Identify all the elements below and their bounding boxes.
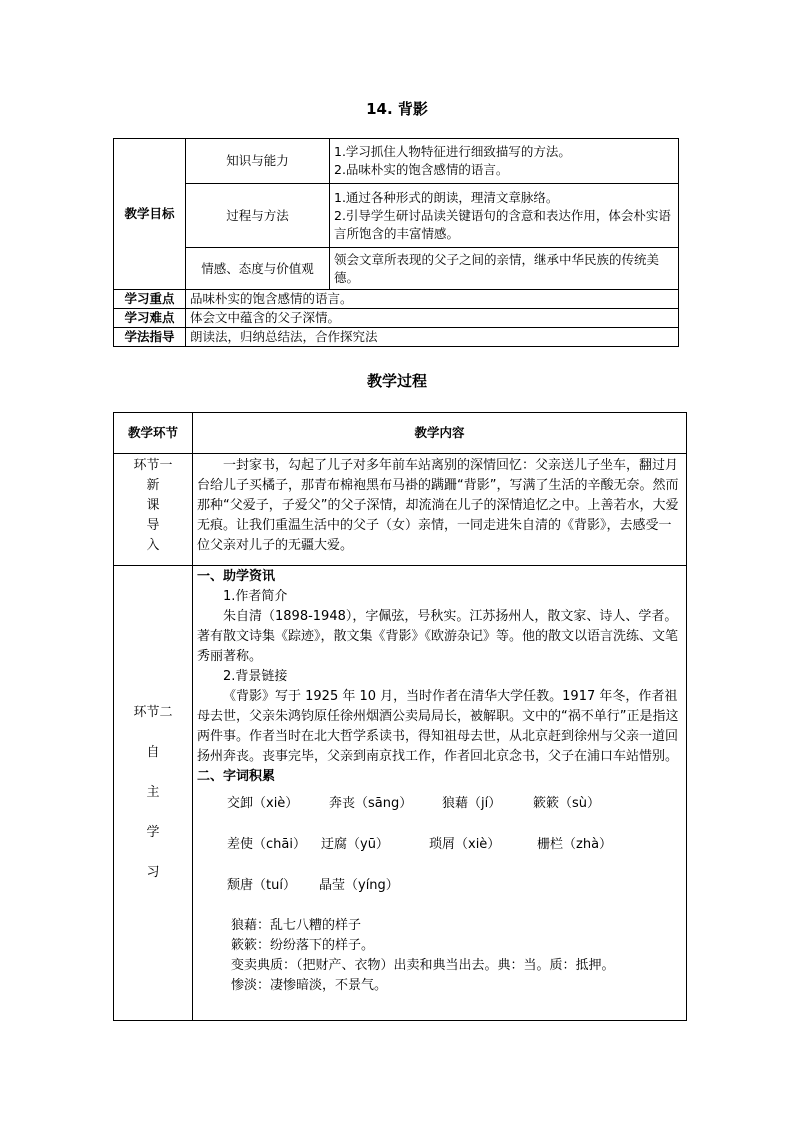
definition: 狼藉：乱七八糟的样子 — [231, 918, 362, 933]
vocab-word: 栅栏（zhà） — [537, 837, 613, 852]
stage-label-line: 习 — [146, 865, 160, 880]
vocab-word: 颓唐（tuí） — [227, 878, 296, 893]
goal-line: 2.品味朴实的饱含感情的语言。 — [334, 162, 509, 177]
goal-sub-process: 过程与方法 — [186, 184, 330, 248]
focus-label: 学习重点 — [114, 290, 186, 309]
heading-info: 一、助学资讯 — [197, 569, 276, 584]
stage-2-content — [193, 566, 687, 1021]
goal-line: 1.通过各种形式的朗读，理清文章脉络。 — [334, 189, 559, 205]
definition: 惨淡：凄惨暗淡，不景气。 — [231, 978, 388, 993]
vocab-word: 差使（chāi） — [227, 837, 306, 852]
stage-label-line: 自 — [146, 745, 160, 760]
goal-sub-emotion: 情感、态度与价值观 — [186, 248, 330, 290]
author-paragraph: 朱自清（1898-1948），字佩弦，号秋实。江苏扬州人，散文家、诗人、学者。著有散文诗集《踪迹》，散文集《背影》《欧游杂记》等。他的散文以语言洗练、文笔秀丽著称。 — [197, 609, 679, 664]
goals-table — [113, 138, 679, 347]
vocab-word: 迂腐（yū） — [321, 837, 389, 852]
difficulty-content: 体会文中蕴含的父子深情。 — [186, 309, 679, 328]
goal-line: 领会文章所表现的父子之间的亲情，继承中华民族的传统美德。 — [334, 251, 660, 285]
vocab-word: 奔丧（sāng） — [329, 796, 413, 811]
method-content: 朗读法，归纳总结法，合作探究法 — [186, 328, 679, 347]
definition: 簌簌：纷纷落下的样子。 — [231, 938, 375, 953]
subheading-author: 1.作者简介 — [223, 589, 288, 604]
goal-sub-knowledge: 知识与能力 — [186, 139, 330, 184]
stage-1-content — [193, 454, 687, 566]
section-title: 教学过程 — [366, 372, 427, 390]
vocab-word: 琐屑（xiè） — [429, 837, 501, 852]
col-header-stage: 教学环节 — [114, 413, 193, 454]
goals-label: 教学目标 — [114, 139, 186, 290]
vocab-definitions — [197, 916, 682, 996]
focus-content: 品味朴实的饱含感情的语言。 — [186, 290, 679, 309]
stage-label-line: 新 — [146, 478, 160, 493]
goal-line: 2.引导学生研讨品读关键语句的含意和表达作用，体会朴实语言所饱含的丰富情感。 — [334, 207, 671, 241]
stage-label-line: 入 — [146, 538, 160, 553]
stage-label-line: 学 — [146, 825, 160, 840]
process-table — [113, 412, 687, 1021]
vocab-word: 晶莹（yíng） — [319, 878, 399, 893]
background-paragraph: 《背影》写于 1925 年 10 月，当时作者在清华大学任教。1917 年冬，作者祖母去世，父亲朱鸿钧原任徐州烟酒公卖局局长，被解职。文中的“祸不单行”正是指这两件事。作者当时在北大哲学系读书，得知祖母去世，从北京赶到徐州与父亲一道回扬州奔丧。丧事完毕，父亲到南京找工作，作者回北京念书，父子在浦口车站惜别。 — [197, 689, 679, 764]
stage-2-label — [114, 566, 193, 1021]
subheading-background: 2.背景链接 — [223, 669, 288, 684]
stage-label-line: 主 — [146, 785, 160, 800]
stage-label-line: 环节二 — [133, 705, 173, 720]
heading-vocab: 二、字词积累 — [197, 769, 276, 784]
vocab-word: 簌簌（sù） — [533, 796, 601, 811]
goal-content-emotion — [330, 248, 679, 290]
vocab-words — [197, 793, 682, 916]
goal-content-process — [330, 184, 679, 248]
page-title: 14. 背影 — [366, 100, 428, 118]
stage-label-line: 课 — [146, 498, 160, 513]
stage-label-line: 环节一 — [133, 458, 173, 473]
stage-1-label — [114, 454, 193, 566]
stage-label-line: 导 — [146, 518, 160, 533]
intro-paragraph: 一封家书，勾起了儿子对多年前车站离别的深情回忆：父亲送儿子坐车，翻过月台给儿子买橘子，那青布棉袍黑布马褂的蹒跚“背影”，写满了生活的辛酸无奈。然而那种“父爱子，子爱父”的父子深情，却流淌在儿子的深情追忆之中。上善若水，大爱无痕。让我们重温生活中的父子（女）亲情，一同走进朱自清的《背影》，去感受一位父亲对儿子的无疆大爱。 — [197, 458, 679, 553]
difficulty-label: 学习难点 — [114, 309, 186, 328]
goal-content-knowledge — [330, 139, 679, 184]
definition: 变卖典质：（把财产、衣物）出卖和典当出去。典：当。质：抵押。 — [231, 958, 615, 973]
vocab-word: 交卸（xiè） — [227, 796, 299, 811]
vocab-word: 狼藉（jí） — [442, 796, 502, 811]
goal-line: 1.学习抓住人物特征进行细致描写的方法。 — [334, 144, 571, 159]
col-header-content: 教学内容 — [193, 413, 687, 454]
method-label: 学法指导 — [114, 328, 186, 347]
